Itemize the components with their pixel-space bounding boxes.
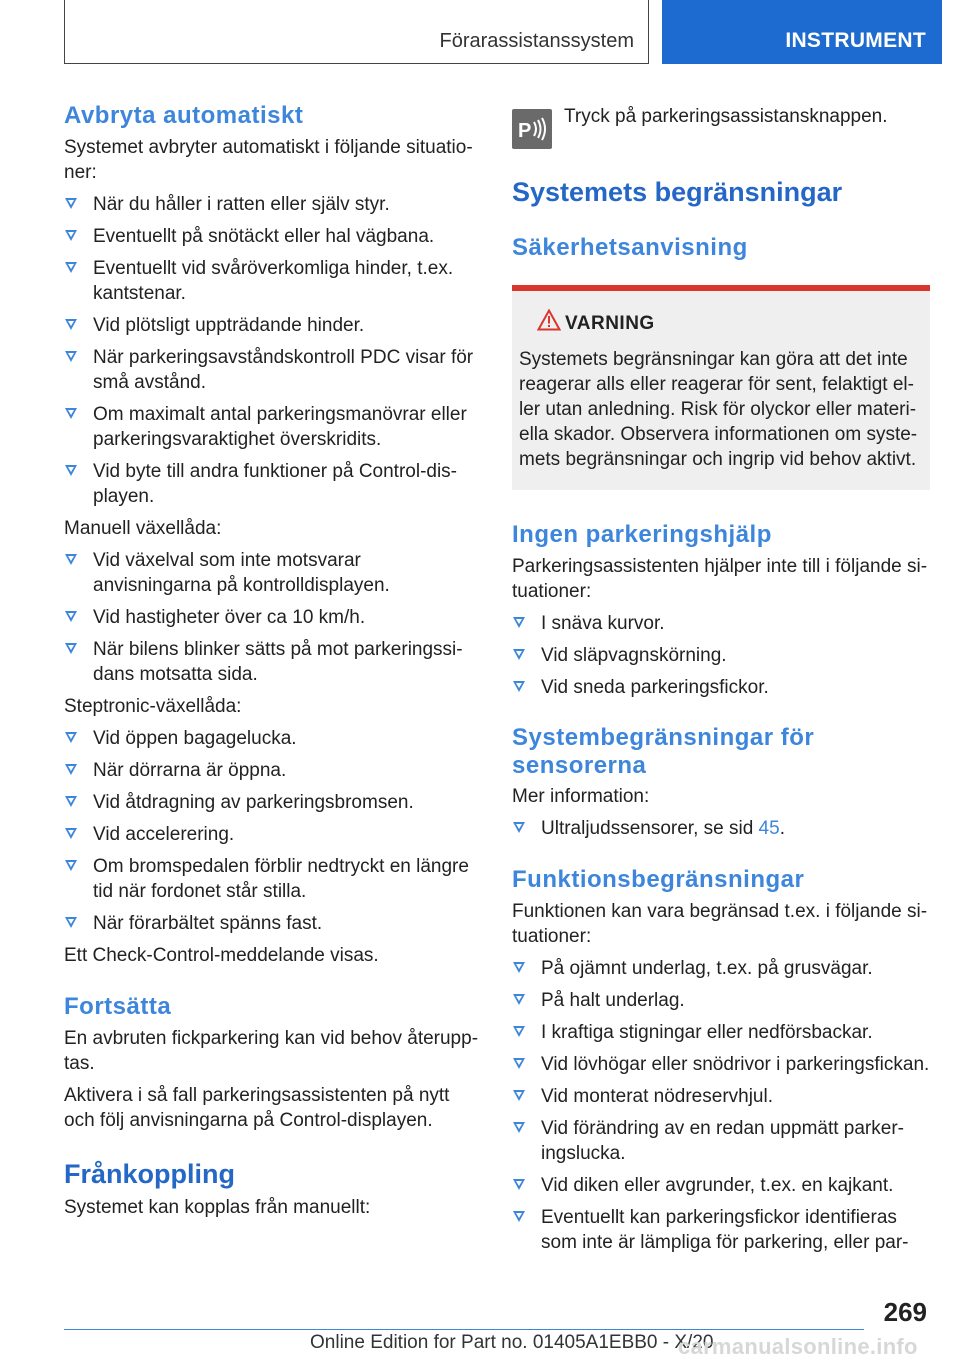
bullet-triangle-icon [65,917,77,928]
list-item: Eventuellt kan parkeringsfickor identifieras som inte är lämpliga för parkering, eller par- [512,1205,930,1255]
bullet-triangle-icon [513,1026,525,1037]
list-item: Eventuellt på snötäckt eller hal vägbana. [64,224,480,249]
bullet-triangle-icon [513,649,525,660]
paragraph-auto-intro: Systemet avbryter automatiskt i följande situatio-ner: [64,137,473,183]
bullet-triangle-icon [65,732,77,743]
list-item: Vid plötsligt uppträdande hinder. [64,313,480,338]
list-item: Vid förändring av en redan uppmätt parker-ingslucka. [512,1116,930,1166]
paragraph-check-control: Ett Check-Control-meddelande visas. [64,945,379,966]
warning-header [519,309,922,339]
warning-text: Systemets begränsningar kan göra att det inte reagerar alls eller reagerar för sent, felaktigt el-ler utan anledning. Risk för olyckor eller materi-ella skador. Observera informationen om syste-mets begränsningar och ingrip vid behov aktivt. [519,349,918,470]
bullet-triangle-icon [513,617,525,628]
paragraph-steptronic: Steptronic-växellåda: [64,696,242,717]
bullet-triangle-icon [65,764,77,775]
paragraph-more-info: Mer information: [512,786,650,807]
list-item: När förarbältet spänns fast. [64,911,480,936]
list-item: Om bromspedalen förblir nedtryckt en längre tid när fordonet står stilla. [64,854,480,904]
list-item: När dörrarna är öppna. [64,758,480,783]
bullet-triangle-icon [513,994,525,1005]
heading-sakerhetsanvisning: Säkerhetsanvisning [512,234,748,261]
header-chapter-tab[interactable] [662,0,942,64]
list-item: Vid sneda parkeringsfickor. [512,675,930,700]
bullet-triangle-icon [65,554,77,565]
bullet-triangle-icon [513,1090,525,1101]
bullet-triangle-icon [65,262,77,273]
left-column [64,101,480,1220]
heading-systemets-begransningar: Systemets begränsningar [512,177,843,207]
list-auto-situations [64,192,480,509]
list-item: Vid lövhögar eller snödrivor i parkeringsfickan. [512,1052,930,1077]
footer-edition: Online Edition for Part no. 01405A1EBB0 - X/20 [310,1332,714,1353]
bullet-triangle-icon [513,1058,525,1069]
paragraph-continue-2: Aktivera i så fall parkeringsassistenten på nytt och följ anvisningarna på Control-displayen. [64,1085,450,1131]
heading-ingen-parkeringshjalp: Ingen parkeringshjälp [512,521,772,548]
list-sensor-refs [512,816,930,841]
list-item: Vid släpvagnskörning. [512,643,930,668]
bullet-triangle-icon [513,1211,525,1222]
footer-divider [64,1329,864,1330]
bullet-triangle-icon [513,1179,525,1190]
bullet-triangle-icon [513,962,525,973]
paragraph-continue-1: En avbruten fickparkering kan vid behov återupp-tas. [64,1028,479,1074]
list-item: Ultraljudssensorer, se sid 45. [512,816,930,841]
header-section-title: Förarassistanssystem [439,30,634,52]
bullet-triangle-icon [513,1122,525,1133]
header-chapter-title: INSTRUMENT [785,29,926,52]
heading-funktionsbegransningar: Funktionsbegränsningar [512,866,805,893]
list-item: I kraftiga stigningar eller nedförsbackar. [512,1020,930,1045]
bullet-triangle-icon [65,643,77,654]
list-item: Vid växelval som inte motsvarar anvisningarna på kontrolldisplayen. [64,548,480,598]
bullet-triangle-icon [65,351,77,362]
bullet-triangle-icon [65,230,77,241]
warning-title: VARNING [565,313,655,334]
paragraph-manual-gearbox: Manuell växellåda: [64,518,222,539]
bullet-triangle-icon [65,408,77,419]
list-no-help [512,611,930,700]
list-item: Vid åtdragning av parkeringsbromsen. [64,790,480,815]
header-section-box [64,0,649,64]
watermark: carmanualsonline.info [678,1334,918,1359]
list-item: Vid accelerering. [64,822,480,847]
paragraph-deactivate: Systemet kan kopplas från manuellt: [64,1197,371,1218]
heading-fortsatta: Fortsätta [64,993,172,1020]
bullet-triangle-icon [513,681,525,692]
list-item: Vid byte till andra funktioner på Control-dis-playen. [64,459,480,509]
bullet-triangle-icon [513,822,525,833]
svg-text:P: P [518,120,532,142]
list-item: När bilens blinker sätts på mot parkeringssi-dans motsatta sida. [64,637,480,687]
list-item: På ojämnt underlag, t.ex. på grusvägar. [512,956,930,981]
list-item: I snäva kurvor. [512,611,930,636]
list-steptronic-situations [64,726,480,936]
bullet-triangle-icon [65,796,77,807]
list-item: Vid monterat nödreservhjul. [512,1084,930,1109]
list-item: När parkeringsavståndskontroll PDC visar för små avstånd. [64,345,480,395]
list-item: Vid diken eller avgrunder, t.ex. en kajkant. [512,1173,930,1198]
bullet-triangle-icon [65,860,77,871]
list-item: Eventuellt vid svåröverkomliga hinder, t.ex. kantstenar. [64,256,480,306]
paragraph-func-limits: Funktionen kan vara begränsad t.ex. i följande si-tuationer: [512,901,928,947]
bullet-triangle-icon [65,828,77,839]
warning-box [512,285,930,490]
heading-frankoppling: Frånkoppling [64,1159,235,1189]
page-number: 269 [883,1297,927,1327]
warning-triangle-icon [537,309,561,331]
press-instruction-text: Tryck på parkeringsassistansknappen. [564,106,888,127]
list-item: Om maximalt antal parkeringsmanövrar eller parkeringsvaraktighet överskridits. [64,402,480,452]
right-column [512,101,930,1255]
bullet-triangle-icon [65,465,77,476]
bullet-triangle-icon [65,611,77,622]
list-func-limits [512,956,930,1255]
list-item: När du håller i ratten eller själv styr. [64,192,480,217]
heading-sensor-limits: Systembegränsningar för sensorerna [512,724,815,779]
paragraph-no-help: Parkeringsassistenten hjälper inte till i följande si-tuationer: [512,556,928,602]
list-manual-situations [64,548,480,687]
list-item: På halt underlag. [512,988,930,1013]
list-item: Vid öppen bagagelucka. [64,726,480,751]
page-link-45[interactable]: 45 [758,818,780,839]
list-item: Vid hastigheter över ca 10 km/h. [64,605,480,630]
bullet-triangle-icon [65,319,77,330]
parking-assistant-button-icon [512,109,552,149]
press-instruction [512,101,930,151]
bullet-triangle-icon [65,198,77,209]
heading-avbryta-automatiskt: Avbryta automatiskt [64,102,304,129]
